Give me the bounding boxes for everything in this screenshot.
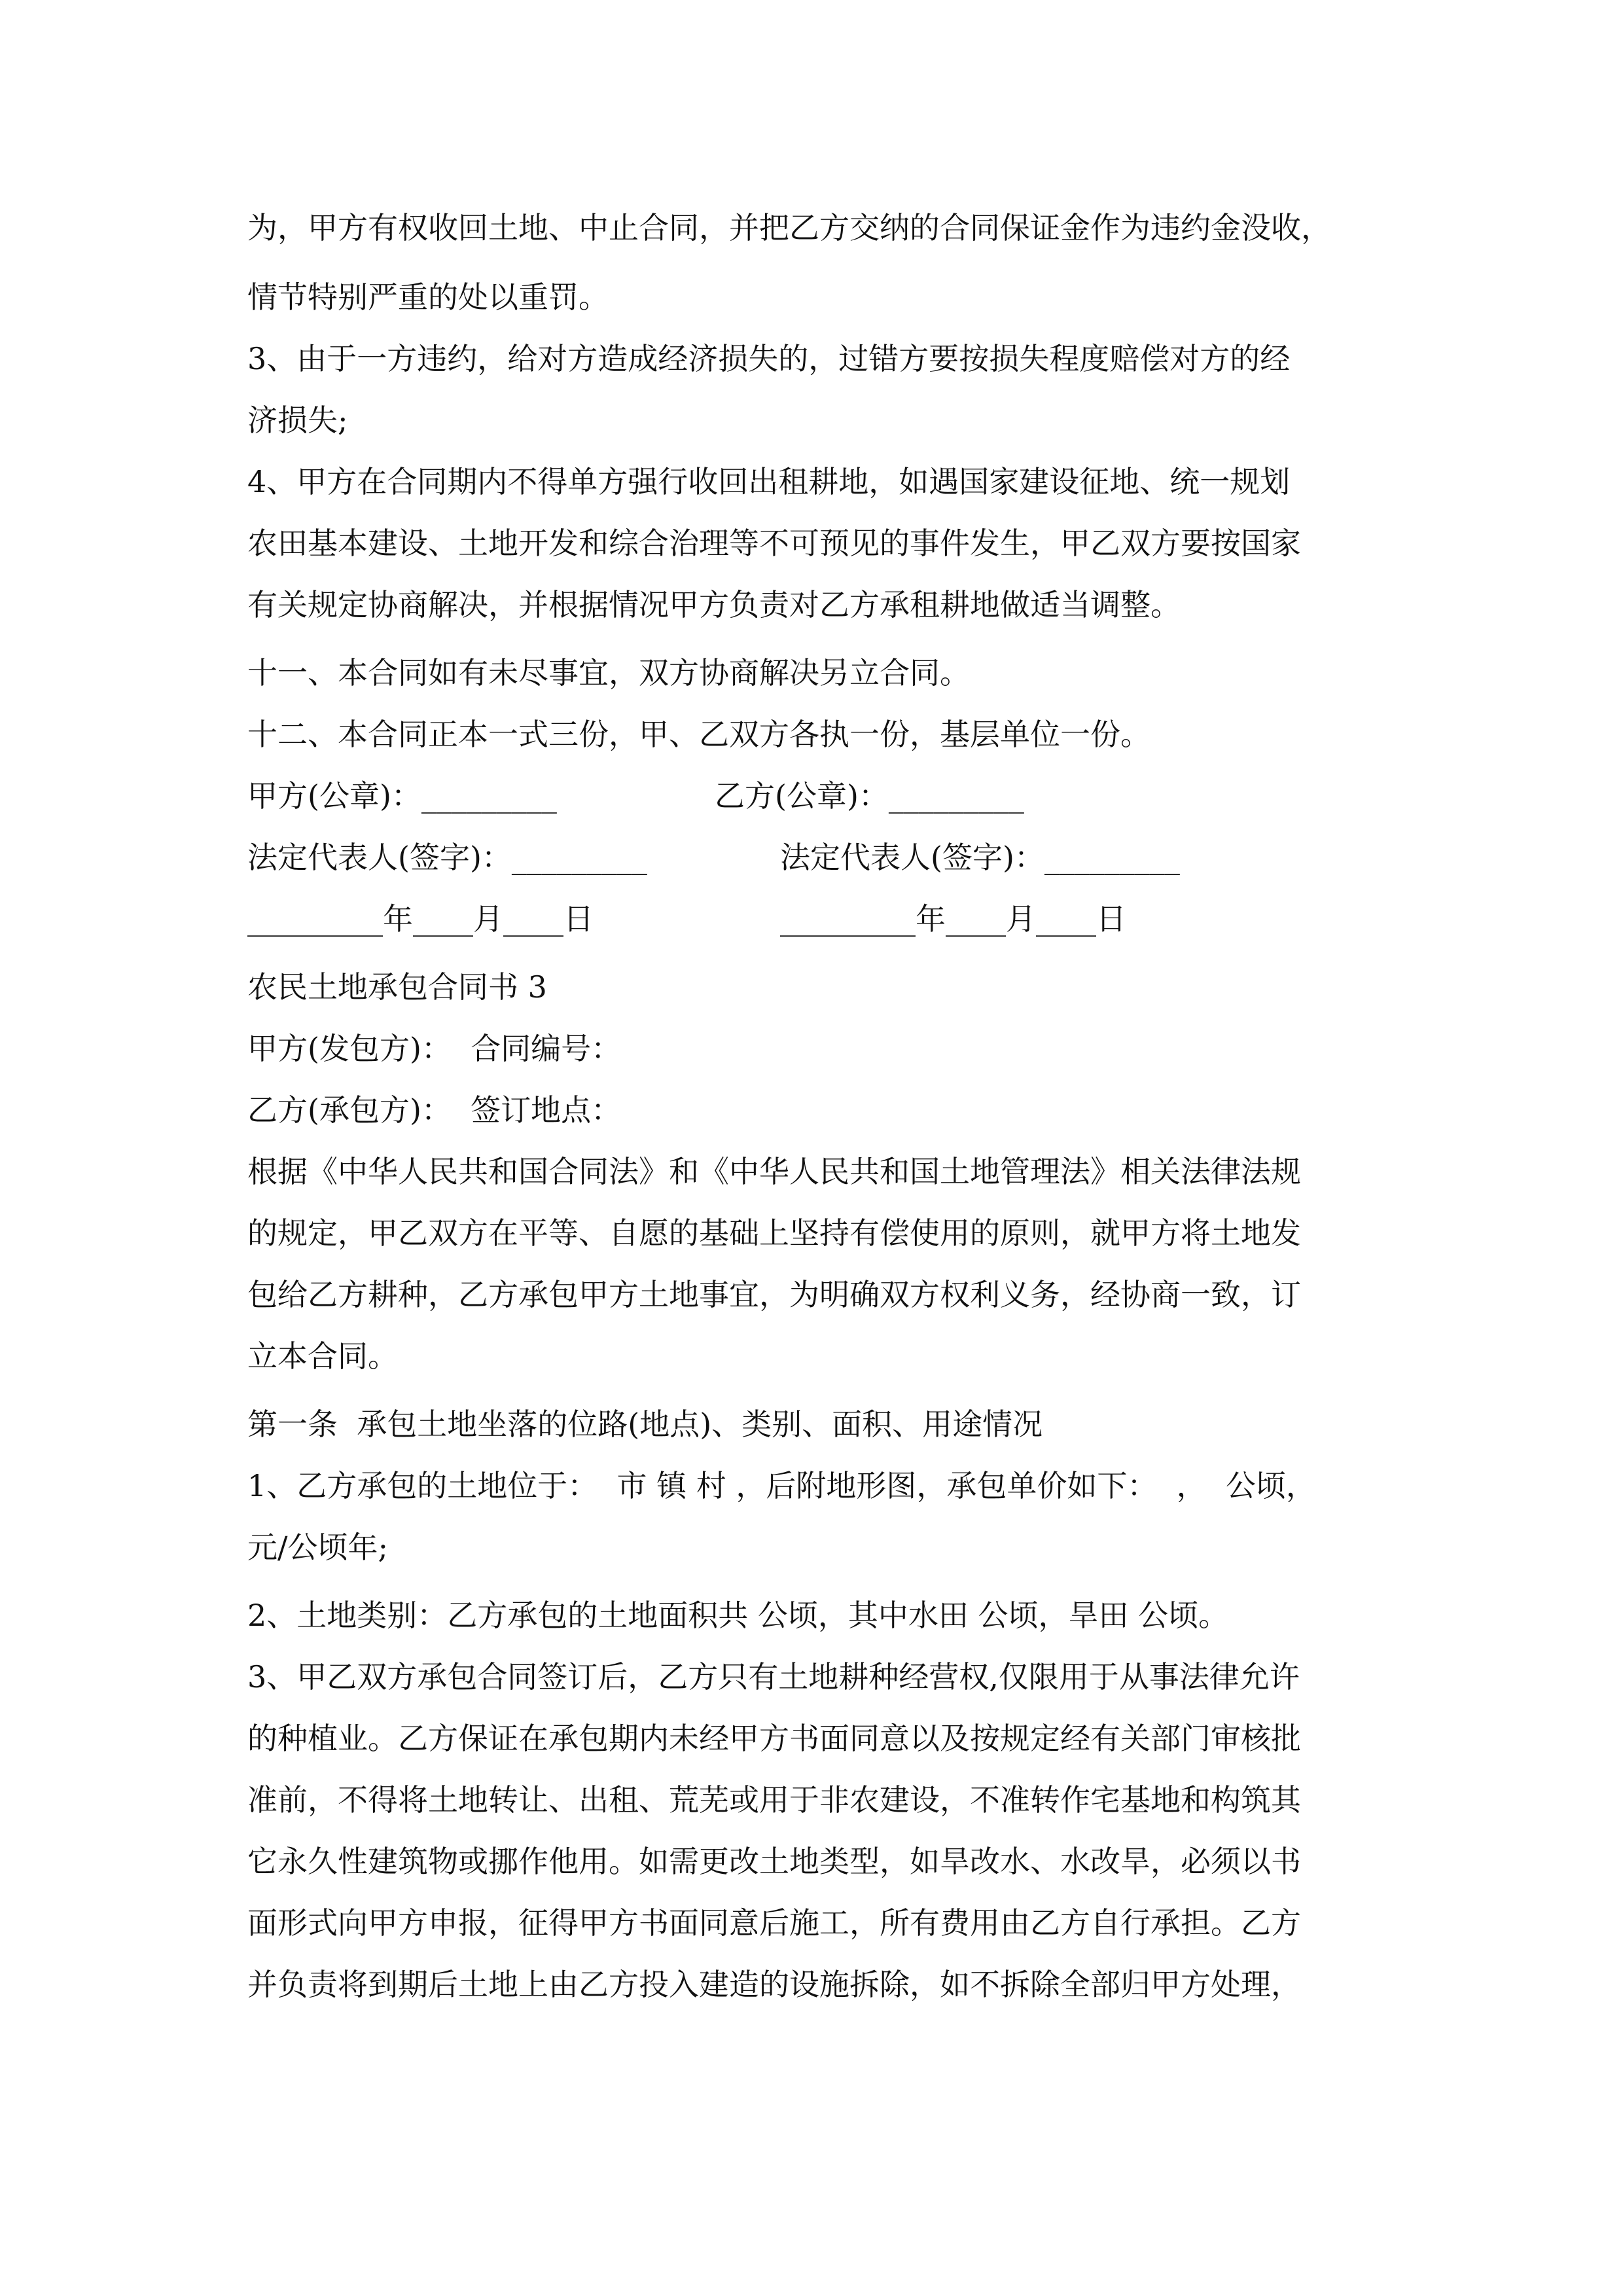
paragraph-line: 并负责将到期后土地上由乙方投入建造的设施拆除，如不拆除全部归甲方处理， [247, 1967, 1301, 2002]
paragraph-line: 农田基本建设、土地开发和综合治理等不可预见的事件发生，甲乙双方要按国家 [247, 526, 1301, 561]
paragraph-line: 准前，不得将土地转让、出租、荒芜或用于非农建设，不准转作宅基地和构筑其 [247, 1782, 1301, 1818]
party-a-seal: 甲方(公章)：_________ [247, 778, 557, 814]
paragraph-line: 2、土地类别：乙方承包的土地面积共 公顷，其中水田 公顷，旱田 公顷。 [247, 1598, 1229, 1633]
paragraph-line: 为，甲方有权收回土地、中止合同，并把乙方交纳的合同保证金作为违约金没收， [247, 210, 1331, 245]
paragraph-line: 立本合同。 [247, 1338, 398, 1374]
party-b-date: _________年____月____日 [780, 901, 1126, 937]
paragraph-line: 元/公顷年; [247, 1530, 388, 1565]
party-a-representative: 法定代表人(签字)：_________ [247, 840, 647, 875]
paragraph-line: 1、乙方承包的土地位于： 市 镇 村 ，后附地形图，承包单价如下： ， 公顷， [247, 1468, 1316, 1503]
paragraph-line: 的种植业。乙方保证在承包期内未经甲方书面同意以及按规定经有关部门审核批 [247, 1721, 1301, 1756]
paragraph-line: 十二、本合同正本一式三份，甲、乙双方各执一份，基层单位一份。 [247, 717, 1150, 752]
paragraph-line: 它永久性建筑物或挪作他用。如需更改土地类型，如旱改水、水改旱，必须以书 [247, 1844, 1301, 1879]
paragraph-line: 十一、本合同如有未尽事宜，双方协商解决另立合同。 [247, 655, 970, 691]
party-b-representative: 法定代表人(签字)：_________ [780, 840, 1180, 875]
paragraph-line: 包给乙方耕种，乙方承包甲方土地事宜，为明确双方权利义务，经协商一致，订 [247, 1277, 1301, 1312]
paragraph-line: 甲方(发包方)： 合同编号： [247, 1031, 622, 1066]
paragraph-line: 有关规定协商解决，并根据情况甲方负责对乙方承租耕地做适当调整。 [247, 587, 1181, 622]
party-b-seal: 乙方(公章)：_________ [715, 778, 1024, 814]
paragraph-line: 面形式向甲方申报，征得甲方书面同意后施工，所有费用由乙方自行承担。乙方 [247, 1905, 1301, 1941]
party-a-date: _________年____月____日 [247, 901, 594, 937]
paragraph-line: 的规定，甲乙双方在平等、自愿的基础上坚持有偿使用的原则，就甲方将土地发 [247, 1215, 1301, 1251]
paragraph-line: 4、甲方在合同期内不得单方强行收回出租耕地，如遇国家建设征地、统一规划 [247, 464, 1291, 499]
paragraph-line: 济损失; [247, 403, 348, 438]
paragraph-line: 3、甲乙双方承包合同签订后，乙方只有土地耕种经营权,仅限用于从事法律允许 [247, 1659, 1300, 1695]
paragraph-line: 情节特别严重的处以重罚。 [247, 279, 609, 315]
section-title: 农民土地承包合同书 3 [247, 969, 547, 1005]
paragraph-line: 3、由于一方违约，给对方造成经济损失的，过错方要按损失程度赔偿对方的经 [247, 341, 1291, 376]
paragraph-line: 根据《中华人民共和国合同法》和《中华人民共和国土地管理法》相关法律法规 [247, 1154, 1301, 1189]
paragraph-line: 乙方(承包方)： 签订地点： [247, 1092, 622, 1128]
paragraph-line: 第一条 承包土地坐落的位路(地点)、类别、面积、用途情况 [247, 1407, 1043, 1442]
